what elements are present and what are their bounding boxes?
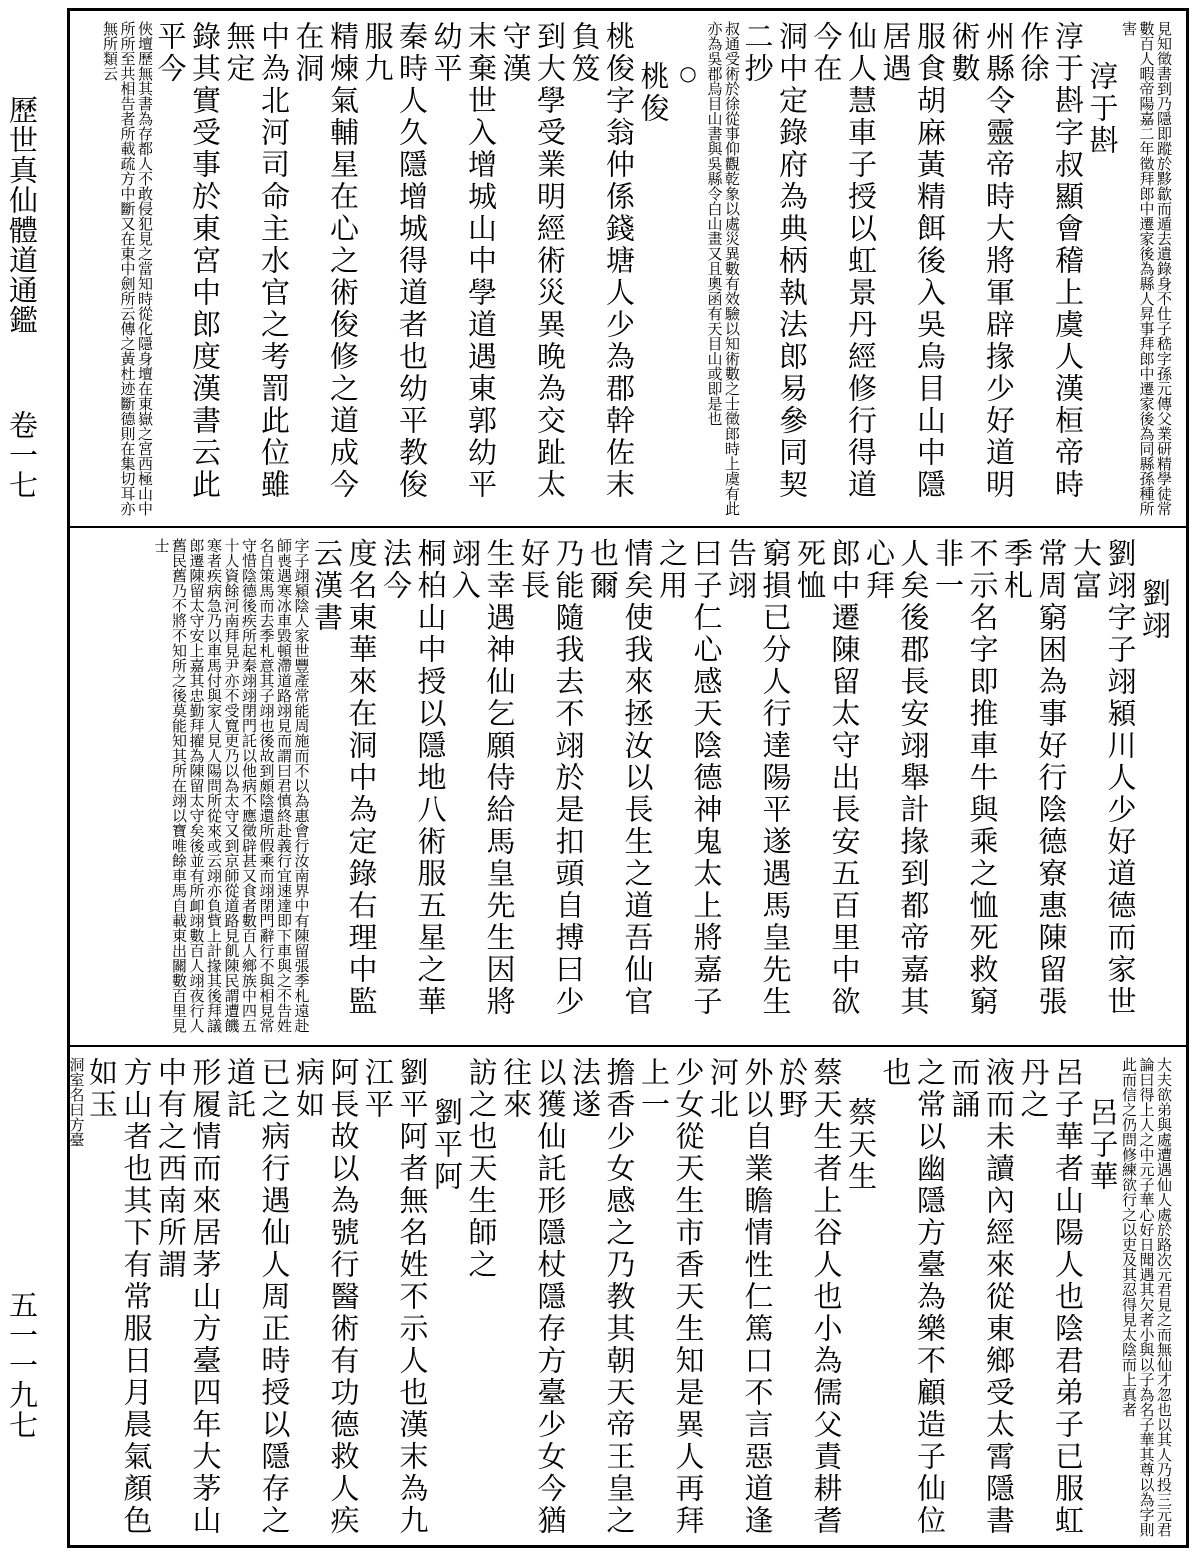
body-line: 呂子華者山陽人也陰君弟子已服虹丹之 (1016, 1057, 1085, 1537)
body-line: 桐柏山中授以隱地八術服五星之華法今 (379, 538, 448, 1018)
body-line: 乃能隨我去不翊於是扣頭自搏曰少好長 (517, 538, 586, 1018)
entry-heading: 劉平阿 (430, 1097, 464, 1193)
body-line: 液而未讀內經來從東鄉受太霄隱書而誦 (947, 1057, 1016, 1537)
body-line: 蔡天生者上谷人也小為儒父責耕耆於野 (775, 1057, 844, 1537)
panel-2 (70, 528, 1186, 1047)
body-line: 到大學受業明經術災異晚為交趾太守漢 (498, 21, 567, 501)
body-line: 精煉氣輔星在心之術俊修之道成今在洞 (291, 21, 360, 501)
body-line: 已之病行遇仙人周正時授以隱存之道託 (223, 1057, 292, 1537)
body-line: 少女從天生市香天生知是異人再拜上一 (637, 1057, 706, 1537)
annotation-line: 俠壇歷無其書為存都人不敢侵犯見之當知時從化隱身壇在東嶽之宮西極山中所所至共相告者所載疏方中斷又在東中劍所云傳之黃杜迹斷德則在集切耳亦無所類云 (101, 21, 154, 516)
body-line: 方山者也其下有常服日月晨氣顏色如玉 (85, 1057, 154, 1537)
page-number: 五一一九七 (5, 1290, 39, 1440)
panel-1-text (101, 21, 1173, 520)
body-line: 度名東華來在洞中為定錄右理中監云漢書 (310, 538, 379, 1018)
circle-mark: ○ (676, 61, 700, 88)
panel-3-text (67, 1057, 1173, 1539)
body-line: 以獲仙託形隱杖隱存方臺少女今猶往來 (499, 1057, 568, 1537)
body-line: 洞中定錄府為典柄執法郎易參同契二抄 (740, 21, 809, 501)
book-title: 歷世真仙體道通鑑 (5, 95, 39, 335)
body-line: 桃俊字翁仲係錢塘人少為郡幹佐末負笈 (567, 21, 636, 501)
body-line: 錄其實受事於東宮中郎度漢書云此平今 (153, 21, 222, 501)
body-line: 中為北河司命主水官之考罰此位雖無定 (222, 21, 291, 501)
entry-heading: 劉翊 (1138, 578, 1172, 642)
body-line: 仙人慧車子授以虹景丹經修行得道今在 (809, 21, 878, 501)
body-line: 劉翊字子翊潁川人少好道德而家世大富 (1069, 538, 1138, 1018)
annotation-line: 洞室名曰方臺 (67, 1057, 86, 1147)
entry-heading: 桃俊 (636, 61, 671, 125)
body-line: 阿長故以為號行醫術有功德救人疾病如 (292, 1057, 361, 1537)
body-line: 人矣後郡長安翊舉計掾到都帝嘉其心拜 (862, 538, 931, 1018)
body-line: 外以自業瞻情性仁篤口不言惡道逢河北 (706, 1057, 775, 1537)
entry-heading: 呂子華 (1085, 1097, 1120, 1193)
body-line: 不示名字即推車牛與乘之恤死救窮非一 (931, 538, 1000, 1018)
body-line: 形履情而來居茅山方臺四年大茅山中有之西南所謂 (154, 1057, 223, 1537)
body-line: 情矣使我來拯汝以長生之道吾仙官也爾 (586, 538, 655, 1018)
entry-heading: 蔡天生 (844, 1097, 878, 1193)
body-line: 之常以幽隱方臺為樂不顧造子仙位也 (878, 1057, 947, 1537)
panel-3 (67, 1047, 1186, 1545)
annotation-line: 見知徵書到乃隱即蹤於黟歙而遁去遺錄身不仕子嵇字孫元傳父業研精學徒常數百人暇帝陽嘉二年徵拜郎中遷家後為縣人昇事拜郎中遷家後為同縣孫種所害 (1120, 21, 1173, 516)
body-line: 劉平阿者無名姓不示人也漢末為九江平 (361, 1057, 430, 1537)
body-line: 末棄世入增城山中學道遇東郭幼平幼平 (429, 21, 498, 501)
panel-2-text (110, 538, 1172, 1039)
panel-1 (70, 11, 1186, 528)
annotation-line: 字子翊潁陰人家世豐產常能周施而不以為惠會行汝南界中有陳留張季札遠赴師喪遇寒冰車毀頓滯道路翊見而謂曰君慎終赴義行宜速達即下車與之不告姓名自策馬而去季札意其子翊也後故到頗陰還所假乘而翊閉門辭行不與相見常守惜陰德後疾所起秦翊翊閉門託以他病不應徵辟甚又食者數百人鄉族中四五十人資餘河南拜見尹亦不受寬更乃以為太守又到京師從道路見飢陳民謂遭饑寒者疾病急乃以車馬付與家人見人陽問所從來或云翊亦負貲上計掾其後拜議郎遷陳留太守安上嘉其忠勤拜擢為陳留太守矣後並有所卹翊數百人翊夜行人舊民舊乃不將不知所之後莫能知其所在翊以寶唯餘車馬自載東出關數百里見士 (152, 538, 311, 1033)
body-line: 訪之也天生師之 (464, 1057, 499, 1281)
volume-label: 卷一七 (5, 410, 39, 500)
annotation-line: 大夫欲弟與處遭遇仙人處於路次元君見之而無仙才忽也以其人乃投三元君論曰得上人之中元子華心好日聞遇其欠者小與以子為名子華其尊以為字則此而信之仍問修練欲行之以吏及其忍得見太陰而上真者 (1120, 1057, 1173, 1537)
body-line: 州縣令靈帝時大將軍辟掾少好道明術數 (947, 21, 1016, 501)
body-line: 窮損已分人行達陽平遂遇馬皇先生告翊 (724, 538, 793, 1018)
page-frame (67, 8, 1189, 1548)
body-line: 秦時人久隱增城得道者也幼平教俊服九 (360, 21, 429, 501)
body-line: 服食胡麻黃精餌後入吳烏目山中隱居遇 (878, 21, 947, 501)
body-line: 淳于斟字叔顯會稽上虞人漢桓帝時作徐 (1016, 21, 1085, 501)
body-line: 擔香少女感之乃教其朝天帝王皇之法遂 (568, 1057, 637, 1537)
body-line: 曰子仁心感天陰德神鬼太上將嘉子之用 (655, 538, 724, 1018)
body-line: 常周窮困為事好行陰德寮惠陳留張季札 (1000, 538, 1069, 1018)
body-line: 郎中遷陳留太守出長安五百里中欲死恤 (793, 538, 862, 1018)
entry-heading: 淳于斟 (1085, 61, 1120, 157)
body-line: 生幸遇神仙乞願侍給馬皇先生因將翊入 (448, 538, 517, 1018)
annotation-line: 叔通受術於徐從事仰觀乾象以處災異數有效驗以知術數之士徵郎時上虞有此亦為吳郡烏目山書與吳縣令白山畫又且奧函有天目山或即是也 (705, 21, 741, 516)
